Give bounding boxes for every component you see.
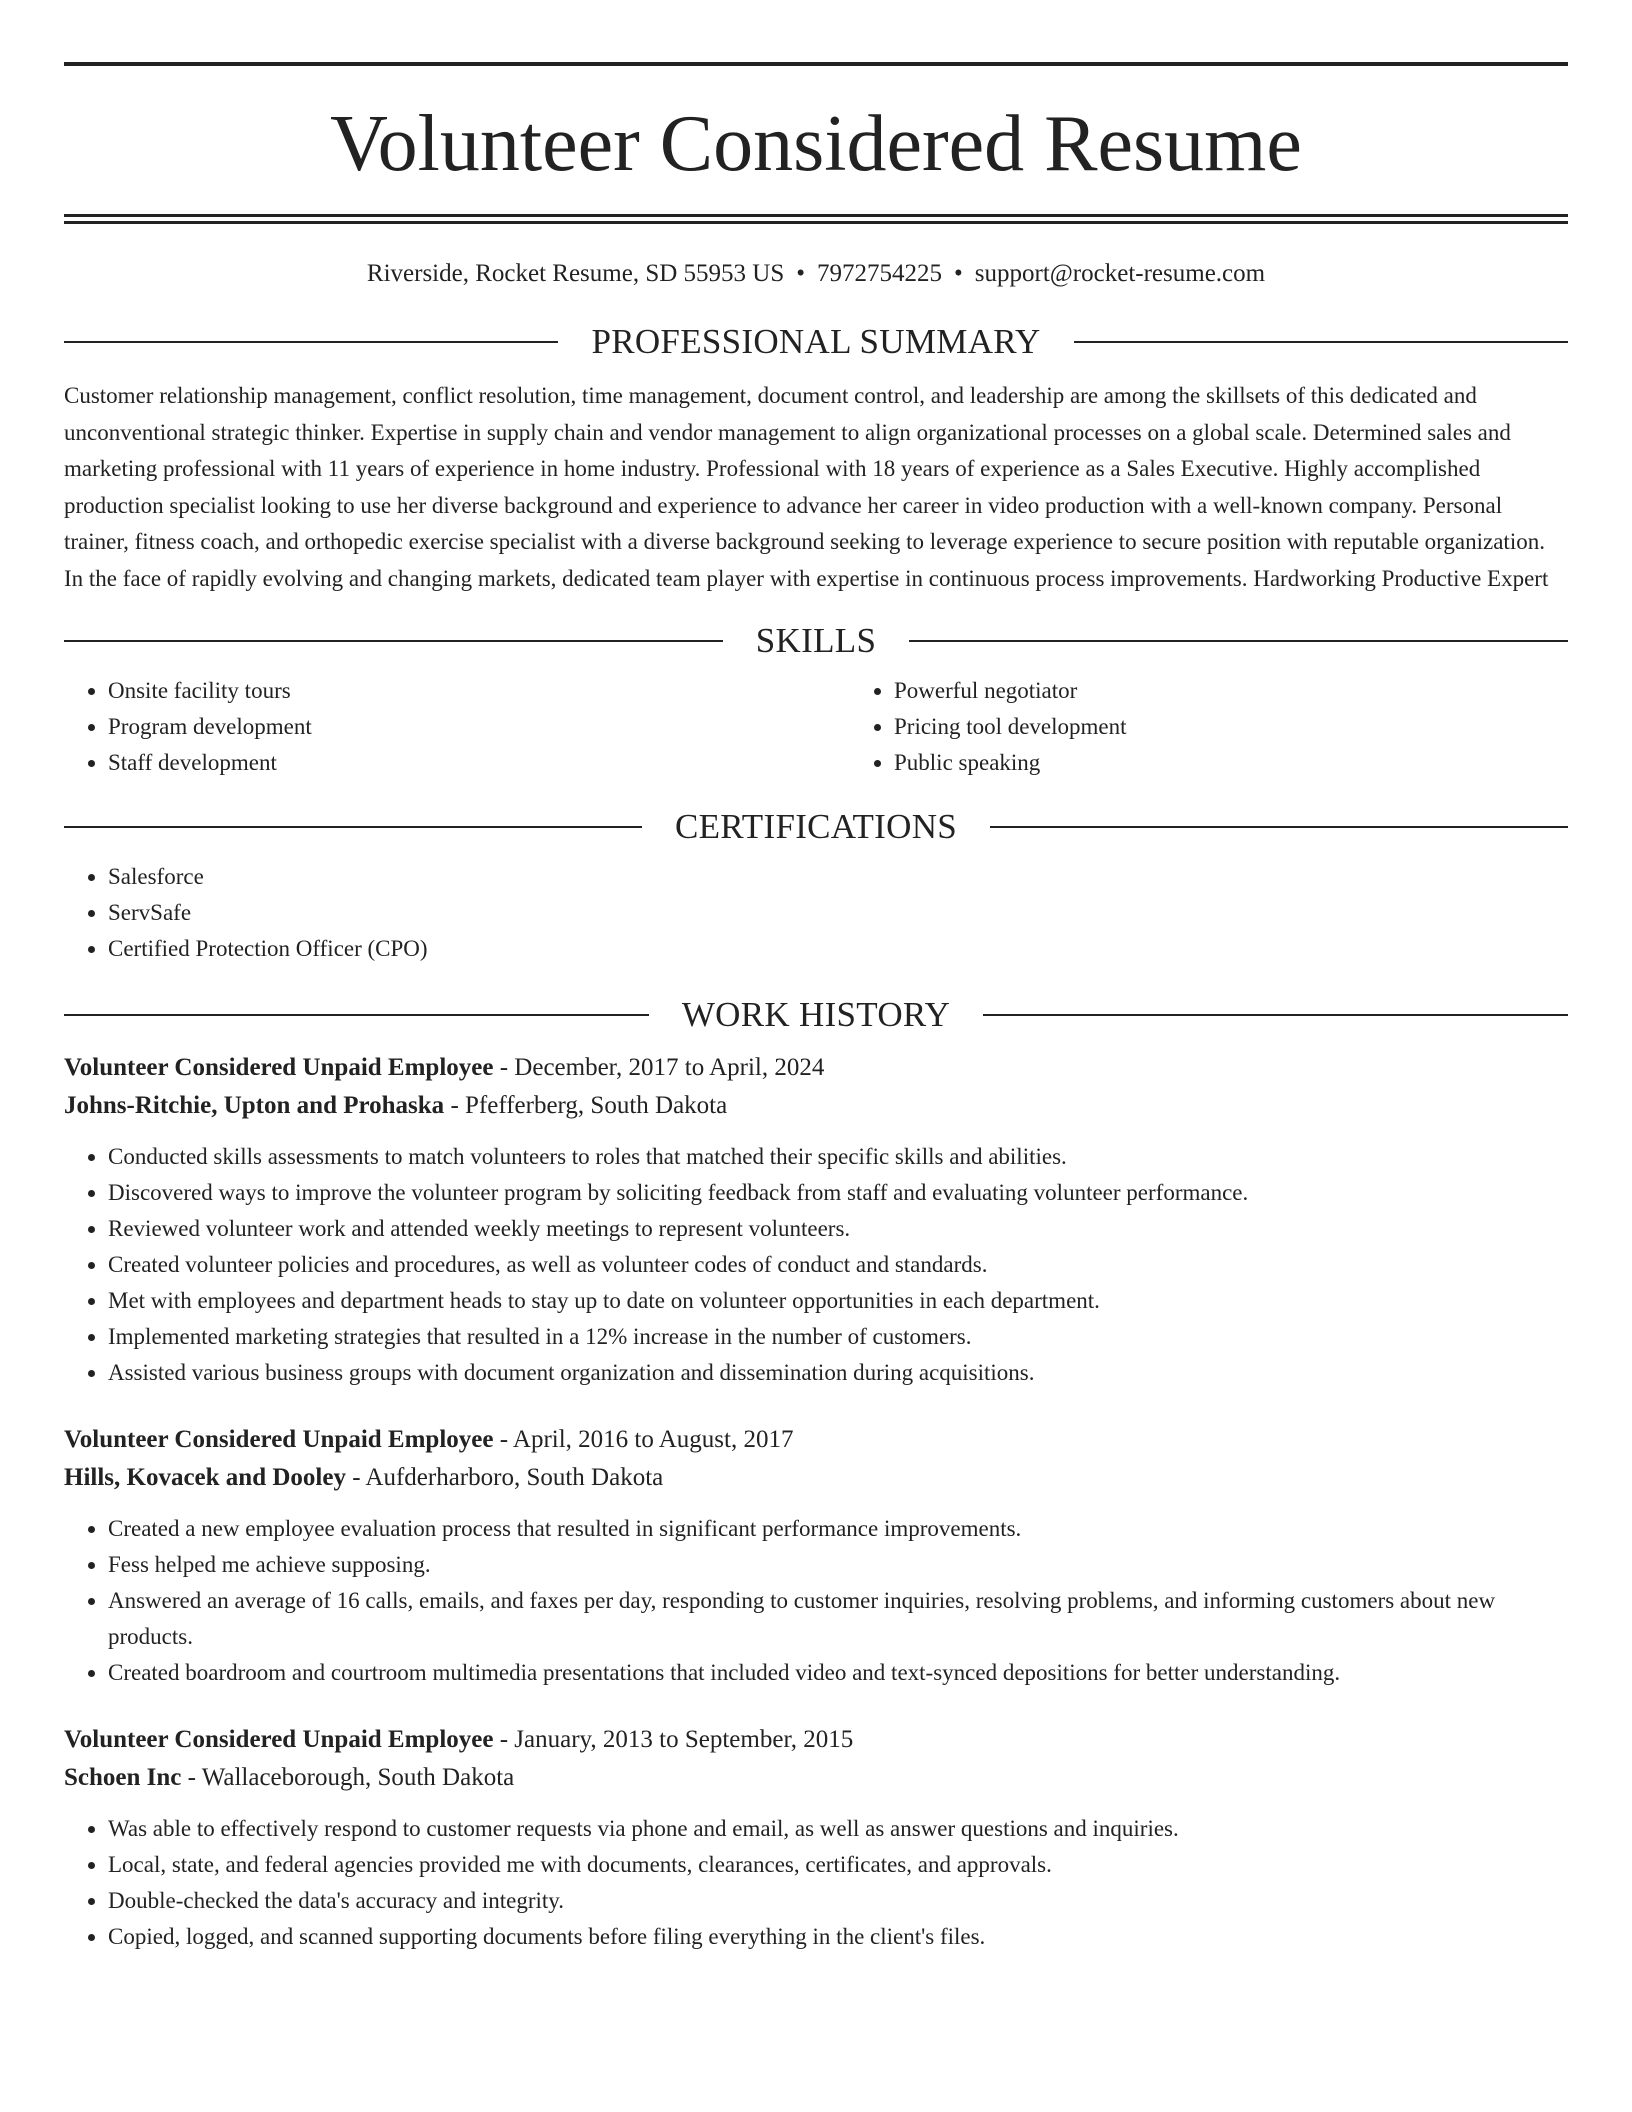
- contact-phone: 7972754225: [817, 260, 943, 287]
- job-dates: - April, 2016 to August, 2017: [493, 1426, 794, 1453]
- heading-rule: [64, 341, 558, 343]
- job-title: Volunteer Considered Unpaid Employee: [64, 1426, 494, 1453]
- job-location: - Wallaceborough, South Dakota: [181, 1764, 515, 1791]
- job-bullets: [64, 1811, 1568, 1955]
- double-rule: [64, 214, 1568, 224]
- heading-rule: [64, 640, 723, 642]
- skill-item: • Pricing tool development: [894, 709, 1632, 745]
- heading-rule: [983, 1014, 1568, 1016]
- top-rule: [64, 62, 1568, 66]
- job-bullets: [64, 1139, 1568, 1391]
- skills-column-left: [64, 673, 850, 781]
- resume-page: [64, 0, 1568, 1955]
- job-title: Volunteer Considered Unpaid Employee: [64, 1054, 494, 1081]
- job-bullet: • Discovered ways to improve the volunteer program by soliciting feedback from staff and evaluating volunteer performance.: [108, 1175, 1568, 1211]
- contact-line: [64, 258, 1568, 290]
- heading-rule: [64, 1014, 649, 1016]
- job-bullet: • Met with employees and department heads to stay up to date on volunteer opportunities in each department.: [108, 1283, 1568, 1319]
- skill-item: • Powerful negotiator: [894, 673, 1632, 709]
- job-company-line: [64, 1759, 1568, 1797]
- job-company: Johns-Ritchie, Upton and Prohaska: [64, 1092, 445, 1119]
- job-bullet: • Conducted skills assessments to match volunteers to roles that matched their specific skills and abilities.: [108, 1139, 1568, 1175]
- job-dates: - January, 2013 to September, 2015: [493, 1726, 854, 1753]
- job-company-line: [64, 1459, 1568, 1497]
- summary-heading-text: PROFESSIONAL SUMMARY: [591, 322, 1041, 361]
- skill-item: • Onsite facility tours: [108, 673, 850, 709]
- certification-item: • Certified Protection Officer (CPO): [108, 931, 1568, 967]
- job-dates: - December, 2017 to April, 2024: [493, 1054, 825, 1081]
- summary-text: Customer relationship management, conflict resolution, time management, document control, and leadership are among the skillsets of this dedicated and unconventional strategic thinker. Expertise in supply chain and vendor management to align organizational processes on a global scale. Determined sales and marketing professional with 11 years of experience in home industry. Professional with 18 years of experience as a Sales Executive. Highly accomplished production specialist looking to use her diverse background and experience to advance her career in video production with a well-known company. Personal trainer, fitness coach, and orthopedic exercise specialist with a diverse background seeking to leverage experience to secure position with reputable organization. In the face of rapidly evolving and changing markets, dedicated team player with expertise in continuous process improvements. Hardworking Productive Expert: [64, 383, 1549, 591]
- resume-title: Volunteer Considered Resume: [330, 100, 1302, 188]
- skills-heading-text: SKILLS: [755, 621, 877, 660]
- skills-list: [64, 673, 1568, 781]
- job-title-line: [64, 1421, 1568, 1459]
- job-bullet: • Created a new employee evaluation process that resulted in significant performance improvements.: [108, 1511, 1568, 1547]
- skill-item: • Public speaking: [894, 745, 1632, 781]
- certification-item: • Salesforce: [108, 859, 1568, 895]
- job-company-line: [64, 1087, 1568, 1125]
- job-bullet: • Implemented marketing strategies that resulted in a 12% increase in the number of customers.: [108, 1319, 1568, 1355]
- job-bullet: • Was able to effectively respond to customer requests via phone and email, as well as answer questions and inquiries.: [108, 1811, 1568, 1847]
- contact-separator: •: [796, 260, 806, 287]
- job-bullets: [64, 1511, 1568, 1691]
- job-bullet: • Answered an average of 16 calls, emails, and faxes per day, responding to customer inquiries, resolving problems, and informing customers about new products.: [108, 1583, 1568, 1655]
- skill-item: • Program development: [108, 709, 850, 745]
- job-bullet: • Copied, logged, and scanned supporting documents before filing everything in the client's files.: [108, 1919, 1568, 1955]
- summary-heading: [64, 320, 1568, 364]
- job-company: Hills, Kovacek and Dooley: [64, 1464, 346, 1491]
- job-entry: [64, 1421, 1568, 1691]
- certifications-heading: [64, 805, 1568, 849]
- job-location: - Pfefferberg, South Dakota: [444, 1092, 728, 1119]
- heading-rule: [64, 826, 642, 828]
- job-entry: [64, 1721, 1568, 1955]
- work-heading-text: WORK HISTORY: [681, 995, 951, 1034]
- job-bullet: • Created boardroom and courtroom multimedia presentations that included video and text-synced depositions for better understanding.: [108, 1655, 1568, 1691]
- heading-rule: [909, 640, 1568, 642]
- job-bullet: • Fess helped me achieve supposing.: [108, 1547, 1568, 1583]
- job-bullet: • Assisted various business groups with document organization and dissemination during acquisitions.: [108, 1355, 1568, 1391]
- heading-rule: [990, 826, 1568, 828]
- skills-column-right: [850, 673, 1632, 781]
- job-bullet: • Double-checked the data's accuracy and integrity.: [108, 1883, 1568, 1919]
- job-company: Schoen Inc: [64, 1764, 182, 1791]
- work-heading: [64, 993, 1568, 1037]
- job-entry: [64, 1049, 1568, 1391]
- job-title-line: [64, 1721, 1568, 1759]
- job-title-line: [64, 1049, 1568, 1087]
- contact-address: Riverside, Rocket Resume, SD 55953 US: [366, 260, 785, 287]
- contact-separator: •: [954, 260, 963, 287]
- certifications-heading-text: CERTIFICATIONS: [674, 807, 958, 846]
- job-location: - Aufderharboro, South Dakota: [345, 1464, 664, 1491]
- contact-email: support@rocket-resume.com: [974, 260, 1266, 287]
- certifications-list: [64, 859, 1568, 967]
- skill-item: • Staff development: [108, 745, 850, 781]
- job-bullet: • Local, state, and federal agencies provided me with documents, clearances, certificates, and approvals.: [108, 1847, 1568, 1883]
- job-bullet: • Created volunteer policies and procedures, as well as volunteer codes of conduct and standards.: [108, 1247, 1568, 1283]
- skills-heading: [64, 619, 1568, 663]
- certification-item: • ServSafe: [108, 895, 1568, 931]
- heading-rule: [1074, 341, 1568, 343]
- job-bullet: • Reviewed volunteer work and attended weekly meetings to represent volunteers.: [108, 1211, 1568, 1247]
- job-title: Volunteer Considered Unpaid Employee: [64, 1726, 494, 1753]
